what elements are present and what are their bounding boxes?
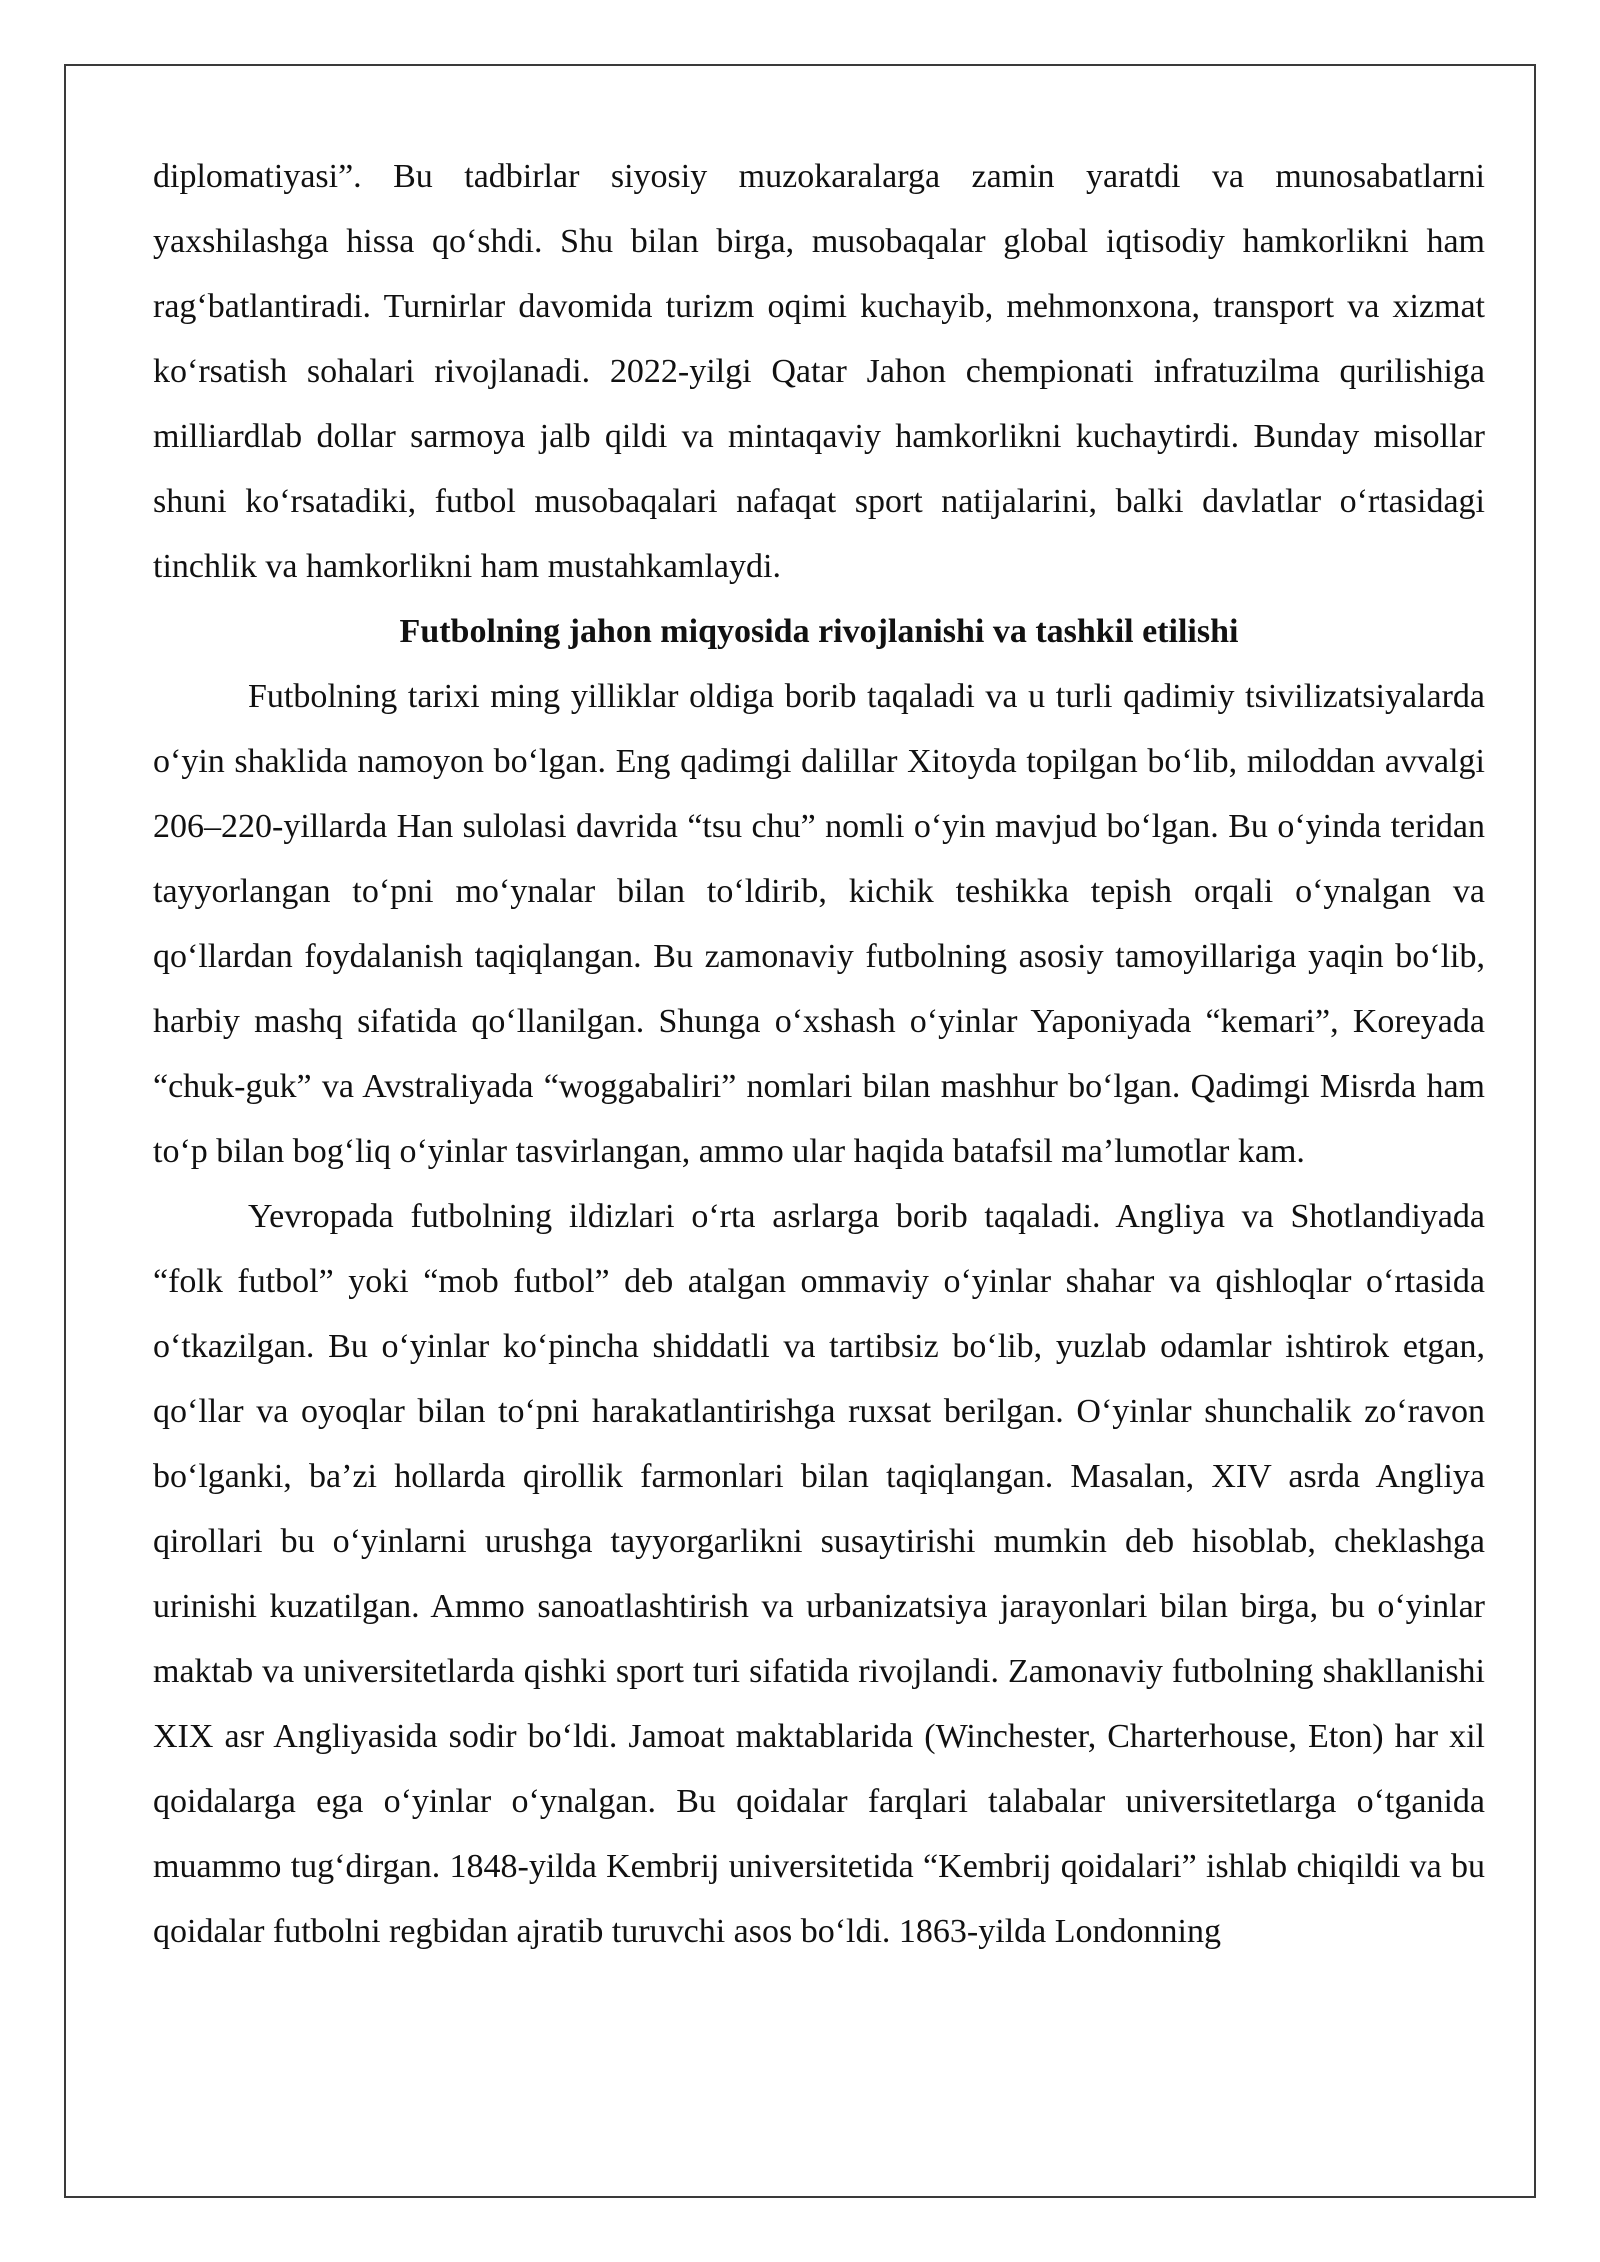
paragraph-diplomacy: diplomatiyasi”. Bu tadbirlar siyosiy muzokaralarga zamin yaratdi va munosabatlarni yaxshilashga hissa qo‘shdi. Shu bilan birga, musobaqalar global iqtisodiy hamkorlikni ham rag‘batlantiradi. Turnirlar davomida turizm oqimi kuchayib, mehmonxona, transport va xizmat ko‘rsatish sohalari rivojlanadi. 2022-yilgi Qatar Jahon chempionati infratuzilma qurilishiga milliardlab dollar sarmoya jalb qildi va mintaqaviy hamkorlikni kuchaytirdi. Bunday misollar shuni ko‘rsatadiki, futbol musobaqalari nafaqat sport natijalarini, balki davlatlar o‘rtasidagi tinchlik va hamkorlikni ham mustahkamlaydi.	[153, 158, 1485, 585]
section-heading: Futbolning jahon miqyosida rivojlanishi va tashkil etilishi	[399, 613, 1239, 650]
paragraph-ancient-history: Futbolning tarixi ming yilliklar oldiga borib taqaladi va u turli qadimiy tsivilizatsiyalarda o‘yin shaklida namoyon bo‘lgan. Eng qadimgi dalillar Xitoyda topilgan bo‘lib, miloddan avvalgi 206–220-yillarda Han sulolasi davrida “tsu chu” nomli o‘yin mavjud bo‘lgan. Bu o‘yinda teridan tayyorlangan to‘pni mo‘ynalar bilan to‘ldirib, kichik teshikka tepish orqali o‘ynalgan va qo‘llardan foydalanish taqiqlangan. Bu zamonaviy futbolning asosiy tamoyillariga yaqin bo‘lib, harbiy mashq sifatida qo‘llanilgan. Shunga o‘xshash o‘yinlar Yaponiyada “kemari”, Koreyada “chuk-guk” va Avstraliyada “woggabaliri” nomlari bilan mashhur bo‘lgan. Qadimgi Misrda ham to‘p bilan bog‘liq o‘yinlar tasvirlangan, ammo ular haqida batafsil ma’lumotlar kam.	[153, 678, 1485, 1170]
paragraph-europe-history: Yevropada futbolning ildizlari o‘rta asrlarga borib taqaladi. Angliya va Shotlandiyada “folk futbol” yoki “mob futbol” deb atalgan ommaviy o‘yinlar shahar va qishloqlar o‘rtasida o‘tkazilgan. Bu o‘yinlar ko‘pincha shiddatli va tartibsiz bo‘lib, yuzlab odamlar ishtirok etgan, qo‘llar va oyoqlar bilan to‘pni harakatlantirishga ruxsat berilgan. O‘yinlar shunchalik zo‘ravon bo‘lganki, ba’zi hollarda qirollik farmonlari bilan taqiqlangan. Masalan, XIV asrda Angliya qirollari bu o‘yinlarni urushga tayyorgarlikni susaytirishi mumkin deb hisoblab, cheklashga urinishi kuzatilgan. Ammo sanoatlashtirish va urbanizatsiya jarayonlari bilan birga, bu o‘yinlar maktab va universitetlarda qishki sport turi sifatida rivojlandi. Zamonaviy futbolning shakllanishi XIX asr Angliyasida sodir bo‘ldi. Jamoat maktablarida (Winchester, Charterhouse, Eton) har xil qoidalarga ega o‘yinlar o‘ynalgan. Bu qoidalar farqlari talabalar universitetlarga o‘tganida muammo tug‘dirgan. 1848-yilda Kembrij universitetida “Kembrij qoidalari” ishlab chiqildi va bu qoidalar futbolni regbidan ajratib turuvchi asos bo‘ldi. 1863-yilda Londonning	[153, 1198, 1485, 1950]
document-body	[153, 144, 1485, 1964]
